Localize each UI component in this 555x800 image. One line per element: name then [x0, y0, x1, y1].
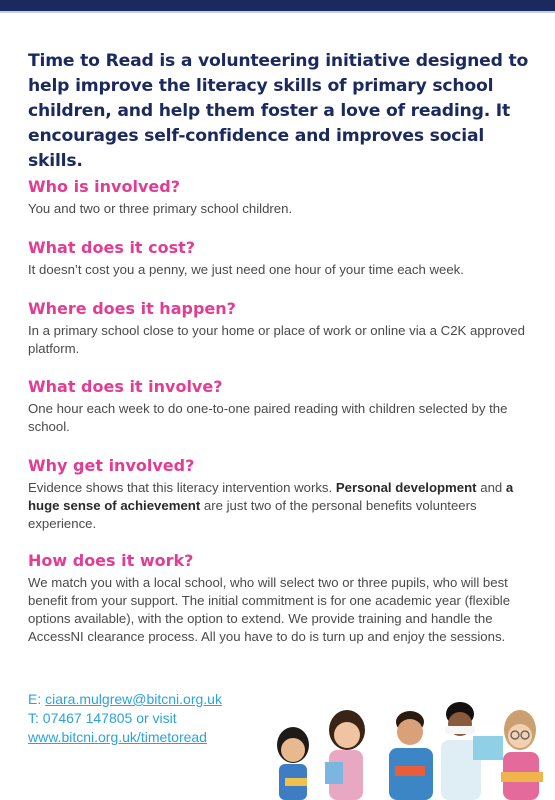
- section-body: It doesn’t cost you a penny, we just need one hour of your time each week.: [28, 262, 464, 277]
- top-banner: [0, 0, 555, 11]
- section-body: One hour each week to do one-to-one paired reading with children selected by the school.: [28, 401, 508, 434]
- section-heading: Who is involved?: [28, 177, 180, 196]
- section-how: [28, 550, 523, 646]
- children-photo: [265, 700, 555, 800]
- child-figure: [441, 702, 503, 800]
- contact-phone-line: T: 07467 147805 or visit: [28, 710, 177, 726]
- child-figure: [325, 710, 365, 800]
- contact-email-line: E: ciara.mulgrew@bitcni.org.uk: [28, 691, 222, 707]
- section-cost: [28, 237, 528, 279]
- section-where: [28, 298, 528, 358]
- section-what-involve: [28, 376, 528, 436]
- contact-website-line: [28, 728, 288, 747]
- contact-block: [28, 690, 288, 747]
- section-body: You and two or three primary school children.: [28, 201, 293, 216]
- section-why: [28, 455, 528, 533]
- section-heading: What does it cost?: [28, 238, 196, 257]
- section-heading: What does it involve?: [28, 377, 223, 396]
- intro-paragraph: Time to Read is a volunteering initiative designed to help improve the literacy skills of primary school children, and help them foster a love of reading. It encourages self-confidence and improves social skills.: [28, 51, 529, 171]
- website-link[interactable]: www.bitcni.org.uk/timetoread: [28, 729, 207, 745]
- bold-phrase: a huge sense of achievement: [28, 480, 514, 513]
- child-figure: [277, 727, 309, 800]
- child-figure: [389, 711, 433, 800]
- section-heading: Why get involved?: [28, 456, 195, 475]
- bold-phrase: Personal development: [335, 480, 477, 495]
- section-body: We match you with a local school, who will select two or three pupils, who will best benefit from your support. The initial commitment is for one academic year (flexible options available), with the option to extend. We provide training and handle the AccessNI clearance process. All you have to do is turn up and enjoy the sessions.: [28, 575, 511, 644]
- child-figure: [501, 710, 543, 800]
- section-heading: Where does it happen?: [28, 299, 236, 318]
- section-body: Evidence shows that this literacy intervention works. Personal development and a huge sense of achievement are just two of the personal benefits volunteers experience.: [28, 480, 514, 531]
- section-who: [28, 176, 528, 218]
- section-heading: How does it work?: [28, 551, 194, 570]
- section-body: In a primary school close to your home or place of work or online via a C2K approved platform.: [28, 323, 525, 356]
- top-divider: [0, 11, 555, 13]
- email-link[interactable]: ciara.mulgrew@bitcni.org.uk: [45, 691, 222, 707]
